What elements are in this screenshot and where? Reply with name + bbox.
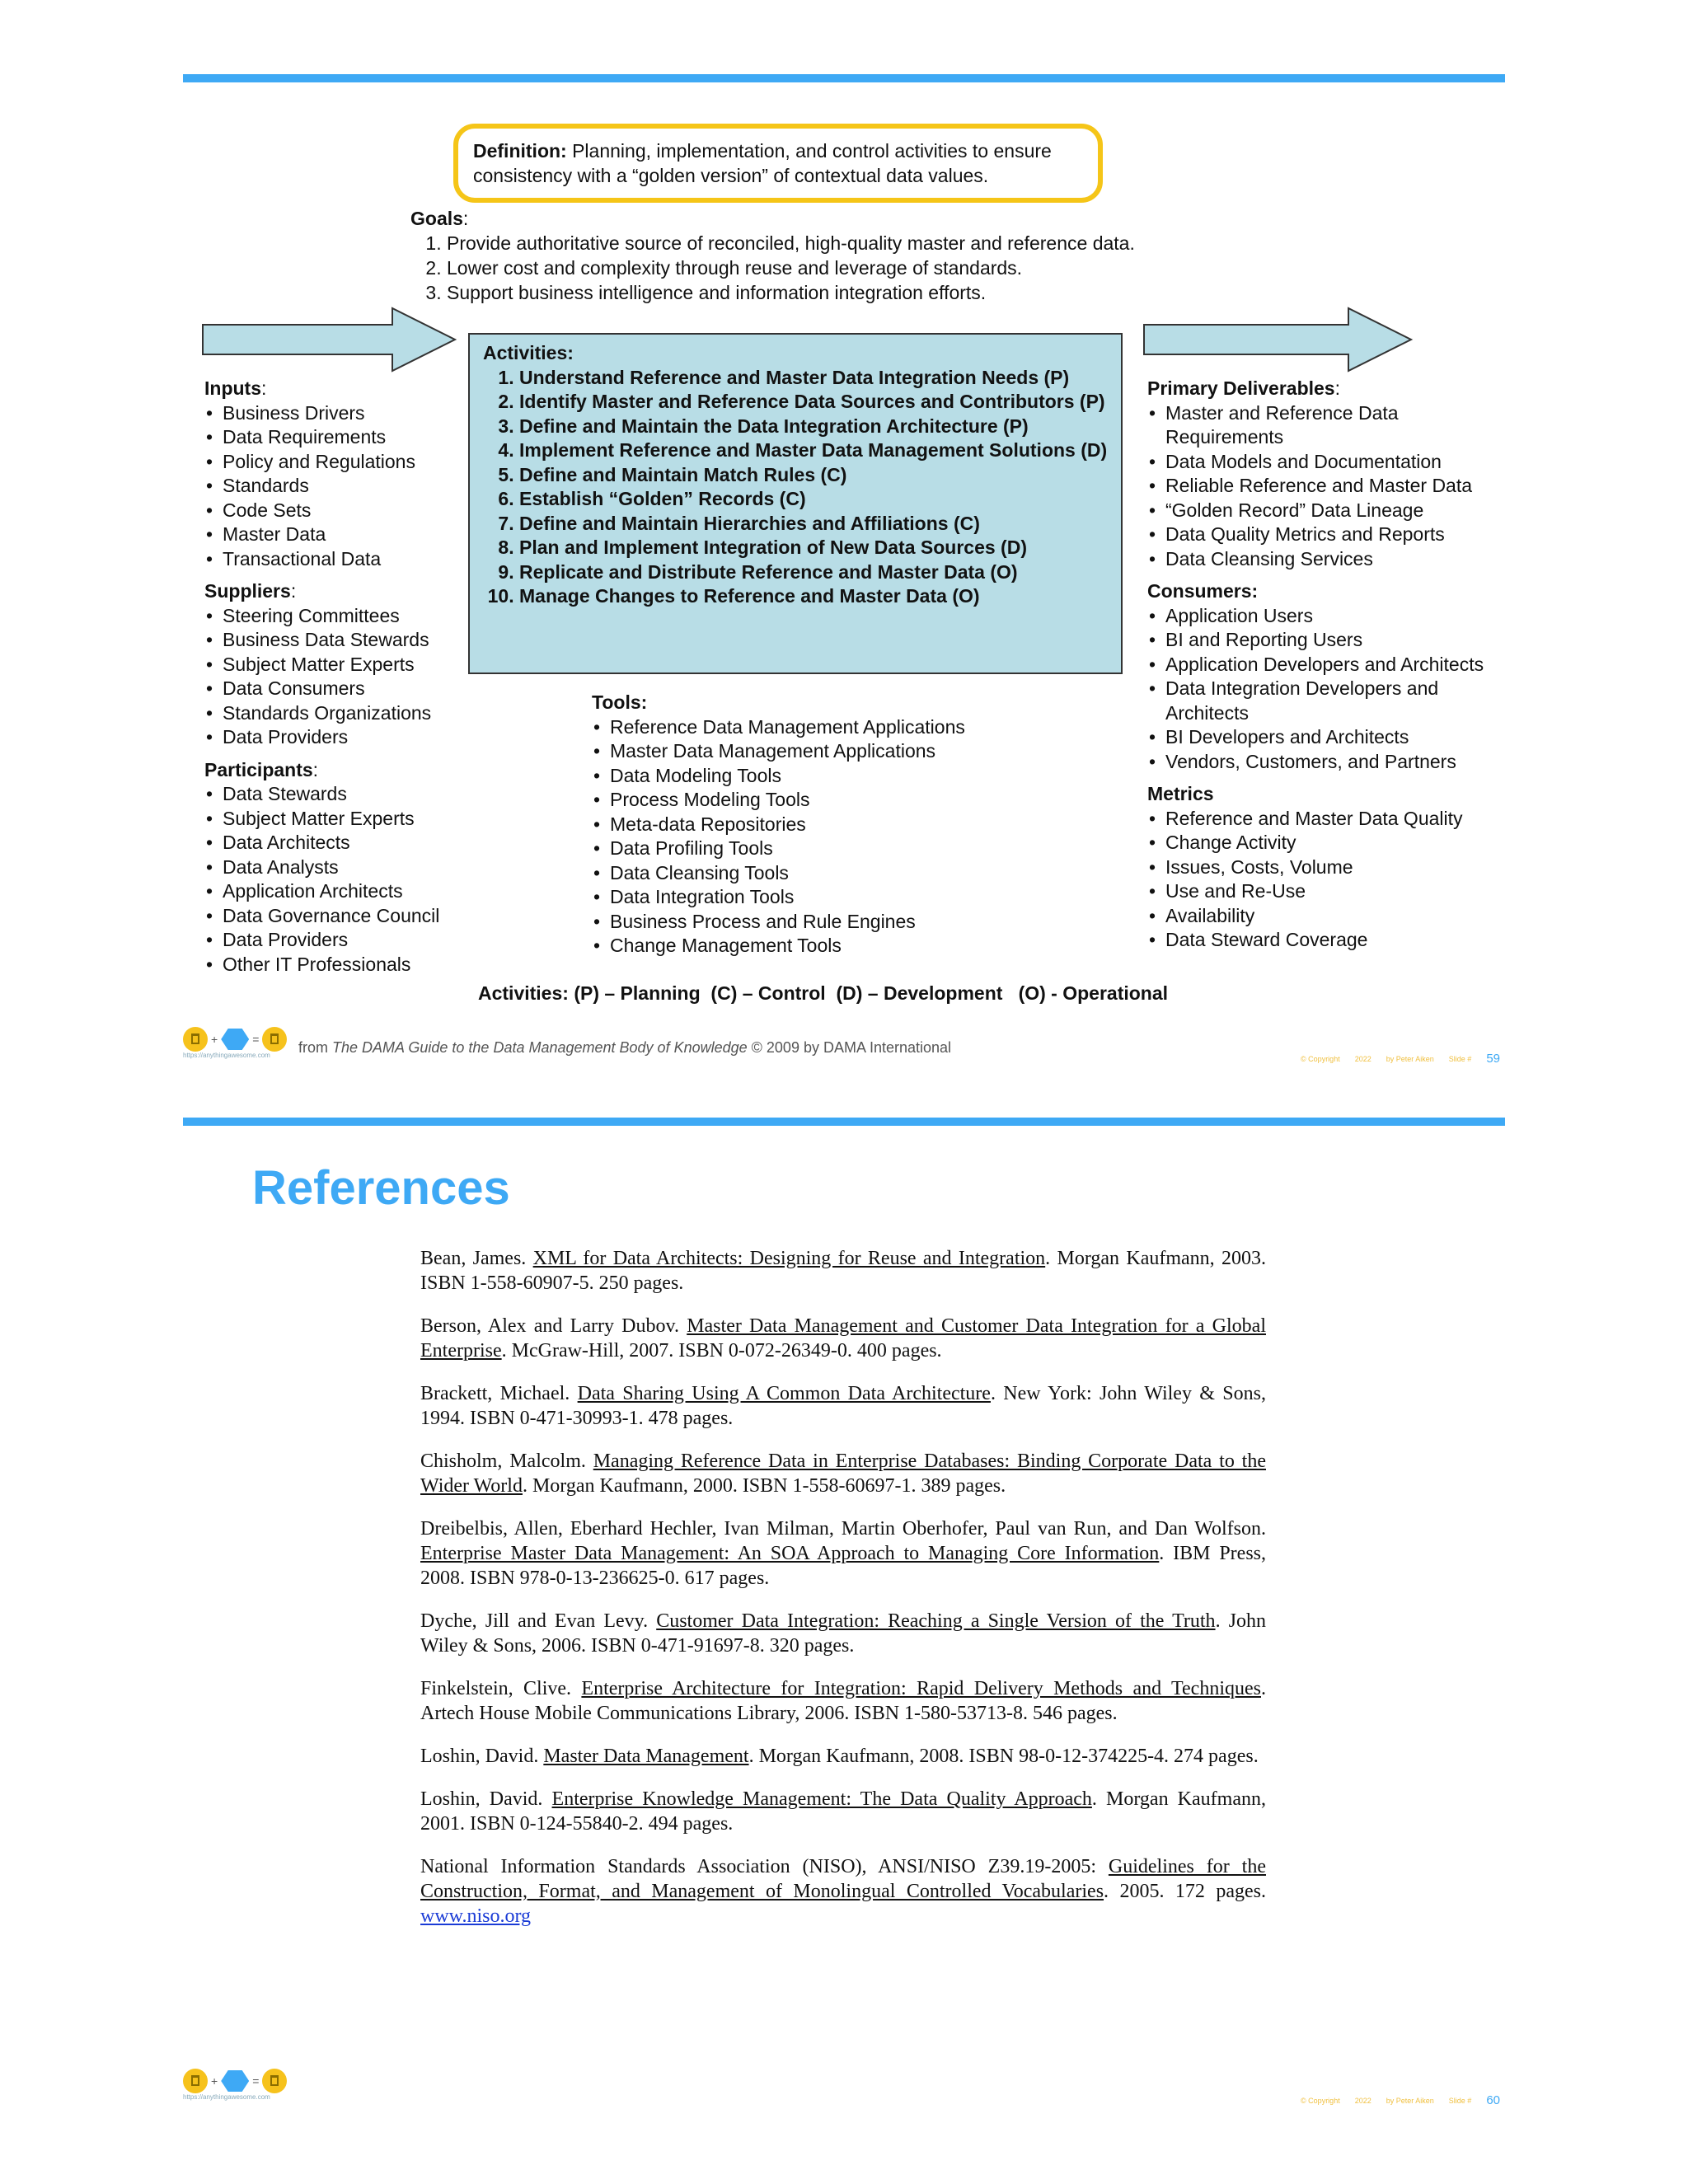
trash-can-icon	[262, 2069, 287, 2093]
deliverable-item: • Data Cleansing Services	[1147, 547, 1510, 572]
logo-url: https://anythingawesome.com	[183, 1052, 270, 1059]
source-suffix: © 2009 by DAMA International	[747, 1039, 952, 1056]
hexagon-icon	[221, 1029, 249, 1050]
goals-label: Goals	[410, 208, 463, 229]
trash-can-icon	[183, 2069, 208, 2093]
logo-url: https://anythingawesome.com	[183, 2093, 270, 2101]
trash-can-icon	[262, 1027, 287, 1052]
activity-item: 1. Understand Reference and Master Data Integration Needs (P)	[519, 366, 1108, 391]
deliverables-label: Primary Deliverables	[1147, 377, 1335, 399]
page-number: 59	[1486, 1052, 1500, 1066]
reference-entry: Loshin, David. Master Data Management. Morgan Kaufmann, 2008. ISBN 98-0-12-374225-4. 274 pages.	[420, 1746, 1259, 1767]
supplier-item: • Data Consumers	[204, 677, 468, 701]
activity-item: 3. Define and Maintain the Data Integration Architecture (P)	[519, 415, 1108, 439]
footer-logo: + = https://anythingawesome.com	[183, 1027, 287, 1059]
source-citation	[298, 1039, 951, 1057]
participant-item: • Data Stewards	[204, 782, 468, 807]
tools-column	[592, 691, 1004, 958]
metric-item: • Change Activity	[1147, 831, 1510, 855]
goals-section: Goals: 1. Provide authoritative source of reconciled, high-quality master and reference data. 2. Lower cost and complexity through reuse and leverage of standards. 3. Support business intelligence and information integration efforts.	[410, 206, 1235, 305]
tool-item: • Meta-data Repositories	[592, 813, 1004, 837]
reference-entry: Bean, James. XML for Data Architects: Designing for Reuse and Integration. Morgan Kaufmann, 2003. ISBN 1-558-60907-5. 250 pages.	[420, 1248, 1266, 1294]
input-item: • Standards	[204, 474, 468, 499]
reference-entry: Brackett, Michael. Data Sharing Using A Common Data Architecture. New York: John Wiley & Sons, 1994. ISBN 0-471-30993-1. 478 pages.	[420, 1383, 1266, 1429]
input-item: • Business Drivers	[204, 401, 468, 426]
author: by Peter Aiken	[1386, 2096, 1434, 2105]
slide-info	[1301, 2093, 1500, 2107]
consumer-item: • Data Integration Developers and Architects	[1147, 677, 1487, 725]
reference-entry: Chisholm, Malcolm. Managing Reference Data in Enterprise Databases: Binding Corporate Data to the Wider World. Morgan Kaufmann, 2000. ISBN 1-558-60697-1. 389 pages.	[420, 1451, 1266, 1497]
metric-item: • Reference and Master Data Quality	[1147, 807, 1510, 832]
deliverable-item: • Master and Reference Data Requirements	[1147, 401, 1413, 450]
left-column: Inputs: • Business Drivers • Data Requirements • Policy and Regulations • Standards • Code Sets • Master Data • Transactional Data Suppliers: • Steering Committees • Business Data Stewards • Subject Matter Experts • Data Consumers • Standards Organizations • Data Providers Participants: • Data Stewards • Subject Matter Experts • Data Architects • Data Analysts • Application Architects • Data Governance Council • Data Providers • Other IT Professionals	[204, 377, 468, 977]
reference-entry: Dreibelbis, Allen, Eberhard Hechler, Ivan Milman, Martin Oberhofer, Paul van Run, and Dan Wolfson. Enterprise Master Data Management: An SOA Approach to Managing Core Information. IBM Press, 2008. ISBN 978-0-13-236625-0. 617 pages.	[420, 1518, 1267, 1589]
tool-item: • Process Modeling Tools	[592, 788, 1004, 813]
tools-label: Tools:	[592, 691, 648, 713]
goal-item: 3. Support business intelligence and information integration efforts.	[447, 280, 1235, 305]
slide-info	[1301, 1052, 1500, 1066]
slide-label: Slide #	[1448, 1054, 1472, 1063]
output-arrow	[1142, 307, 1414, 373]
supplier-item: • Steering Committees	[204, 604, 468, 629]
reference-entry: Finkelstein, Clive. Enterprise Architecture for Integration: Rapid Delivery Methods and Techniques. Artech House Mobile Communications Library, 2006. ISBN 1-580-53713-8. 546 pages.	[420, 1678, 1266, 1724]
input-item: • Policy and Regulations	[204, 450, 468, 475]
tool-item: • Master Data Management Applications	[592, 739, 1004, 764]
activity-item: 7. Define and Maintain Hierarchies and Affiliations (C)	[519, 512, 1108, 537]
hexagon-icon	[221, 2070, 249, 2092]
definition-label: Definition:	[473, 140, 567, 162]
author: by Peter Aiken	[1386, 1054, 1434, 1063]
consumer-item: • Application Users	[1147, 604, 1510, 629]
deliverable-item: • Data Quality Metrics and Reports	[1147, 523, 1510, 547]
reference-entry: Dyche, Jill and Evan Levy. Customer Data Integration: Reaching a Single Version of the Truth. John Wiley & Sons, 2006. ISBN 0-471-91697-8. 320 pages.	[420, 1610, 1267, 1657]
input-item: • Master Data	[204, 523, 468, 547]
reference-entry: Berson, Alex and Larry Dubov. Master Data Management and Customer Data Integration for a Global Enterprise. McGraw-Hill, 2007. ISBN 0-072-26349-0. 400 pages.	[420, 1315, 1266, 1361]
footer-logo: + = https://anythingawesome.com	[183, 2069, 287, 2101]
tool-item: • Change Management Tools	[592, 934, 1004, 958]
participants-label: Participants	[204, 758, 313, 780]
activities-legend: Activities: (P) – Planning (C) – Control (D) – Development (O) - Operational	[478, 982, 1169, 1004]
right-column: Primary Deliverables: • Master and Reference Data Requirements • Data Models and Documentation • Reliable Reference and Master Data • “Golden Record” Data Lineage • Data Quality Metrics and Reports • Data Cleansing Services Consumers: • Application Users • BI and Reporting Users • Application Developers and Architects • Data Integration Developers and Architects • BI Developers and Architects • Vendors, Customers, and Partners Metrics • Reference and Master Data Quality • Change Activity • Issues, Costs, Volume • Use and Re-Use • Availability • Data Steward Coverage	[1147, 377, 1510, 953]
tool-item: • Data Integration Tools	[592, 885, 1004, 910]
tool-item: • Data Cleansing Tools	[592, 861, 1004, 886]
input-item: • Code Sets	[204, 499, 468, 523]
definition-text: Planning, implementation, and control activities to ensure consistency with a “golden version” of contextual data values.	[473, 140, 1052, 186]
consumer-item: • Vendors, Customers, and Partners	[1147, 750, 1510, 775]
supplier-item: • Subject Matter Experts	[204, 653, 468, 677]
deliverable-item: • Reliable Reference and Master Data	[1147, 474, 1510, 499]
source-prefix: from	[298, 1039, 333, 1056]
participant-item: • Data Providers	[204, 928, 468, 953]
tool-item: • Data Profiling Tools	[592, 837, 1004, 861]
supplier-item: • Standards Organizations	[204, 701, 468, 726]
tool-item: • Data Modeling Tools	[592, 764, 1004, 789]
activity-item: 5. Define and Maintain Match Rules (C)	[519, 463, 1108, 488]
copyright: © Copyright	[1301, 2096, 1340, 2105]
page-number: 60	[1486, 2093, 1500, 2107]
supplier-item: • Business Data Stewards	[204, 628, 468, 653]
definition-box	[453, 124, 1103, 203]
source-title: The DAMA Guide to the Data Management Body of Knowledge	[332, 1039, 748, 1056]
goal-item: 1. Provide authoritative source of reconciled, high-quality master and reference data.	[447, 231, 1235, 255]
copyright: © Copyright	[1301, 1054, 1340, 1063]
input-arrow	[201, 307, 458, 373]
participant-item: • Data Governance Council	[204, 904, 468, 929]
participant-item: • Data Architects	[204, 831, 468, 855]
activity-item: 2. Identify Master and Reference Data Sources and Contributors (P)	[519, 390, 1108, 415]
input-item: • Data Requirements	[204, 425, 468, 450]
consumer-item: • Application Developers and Architects	[1147, 653, 1510, 677]
suppliers-label: Suppliers	[204, 580, 291, 602]
goal-item: 2. Lower cost and complexity through reuse and leverage of standards.	[447, 255, 1235, 280]
tool-item: • Reference Data Management Applications	[592, 715, 1004, 740]
participant-item: • Data Analysts	[204, 855, 468, 880]
activity-item: 6. Establish “Golden” Records (C)	[519, 487, 1108, 512]
references-list	[420, 1246, 1266, 1947]
reference-entry: National Information Standards Association (NISO), ANSI/NISO Z39.19-2005: Guidelines for the Construction, Format, and Management of Monolingual Controlled Vocabularies. 2005. 172 pages. www.niso.org	[420, 1856, 1266, 1927]
copyright-year: 2022	[1354, 1054, 1372, 1063]
metric-item: • Data Steward Coverage	[1147, 928, 1510, 953]
activity-item: 8. Plan and Implement Integration of New Data Sources (D)	[519, 536, 1108, 560]
metric-item: • Issues, Costs, Volume	[1147, 855, 1510, 880]
consumer-item: • BI and Reporting Users	[1147, 628, 1510, 653]
slide-label: Slide #	[1448, 2096, 1472, 2105]
input-item: • Transactional Data	[204, 547, 468, 572]
participant-item: • Other IT Professionals	[204, 953, 468, 977]
metric-item: • Availability	[1147, 904, 1510, 929]
metric-item: • Use and Re-Use	[1147, 879, 1510, 904]
activity-item: 10. Manage Changes to Reference and Master Data (O)	[519, 584, 1108, 609]
activities-label: Activities:	[483, 342, 574, 363]
supplier-item: • Data Providers	[204, 725, 468, 750]
activity-item: 4. Implement Reference and Master Data Management Solutions (D)	[519, 438, 1108, 463]
participant-item: • Subject Matter Experts	[204, 807, 468, 832]
consumers-label: Consumers:	[1147, 580, 1259, 602]
copyright-year: 2022	[1354, 2096, 1372, 2105]
slide-top-rule	[183, 74, 1505, 82]
niso-link[interactable]: www.niso.org	[420, 1905, 532, 1927]
participant-item: • Application Architects	[204, 879, 468, 904]
trash-can-icon	[183, 1027, 208, 1052]
page-title: References	[252, 1161, 510, 1215]
deliverable-item: • Data Models and Documentation	[1147, 450, 1510, 475]
slide-top-rule	[183, 1118, 1505, 1126]
tool-item: • Business Process and Rule Engines	[592, 910, 1004, 935]
activity-item: 9. Replicate and Distribute Reference and Master Data (O)	[519, 560, 1108, 585]
inputs-label: Inputs	[204, 377, 261, 399]
metrics-label: Metrics	[1147, 783, 1214, 804]
consumer-item: • BI Developers and Architects	[1147, 725, 1510, 750]
reference-entry: Loshin, David. Enterprise Knowledge Management: The Data Quality Approach. Morgan Kaufmann, 2001. ISBN 0-124-55840-2. 494 pages.	[420, 1788, 1266, 1835]
activities-box	[468, 333, 1123, 674]
deliverable-item: • “Golden Record” Data Lineage	[1147, 499, 1510, 523]
